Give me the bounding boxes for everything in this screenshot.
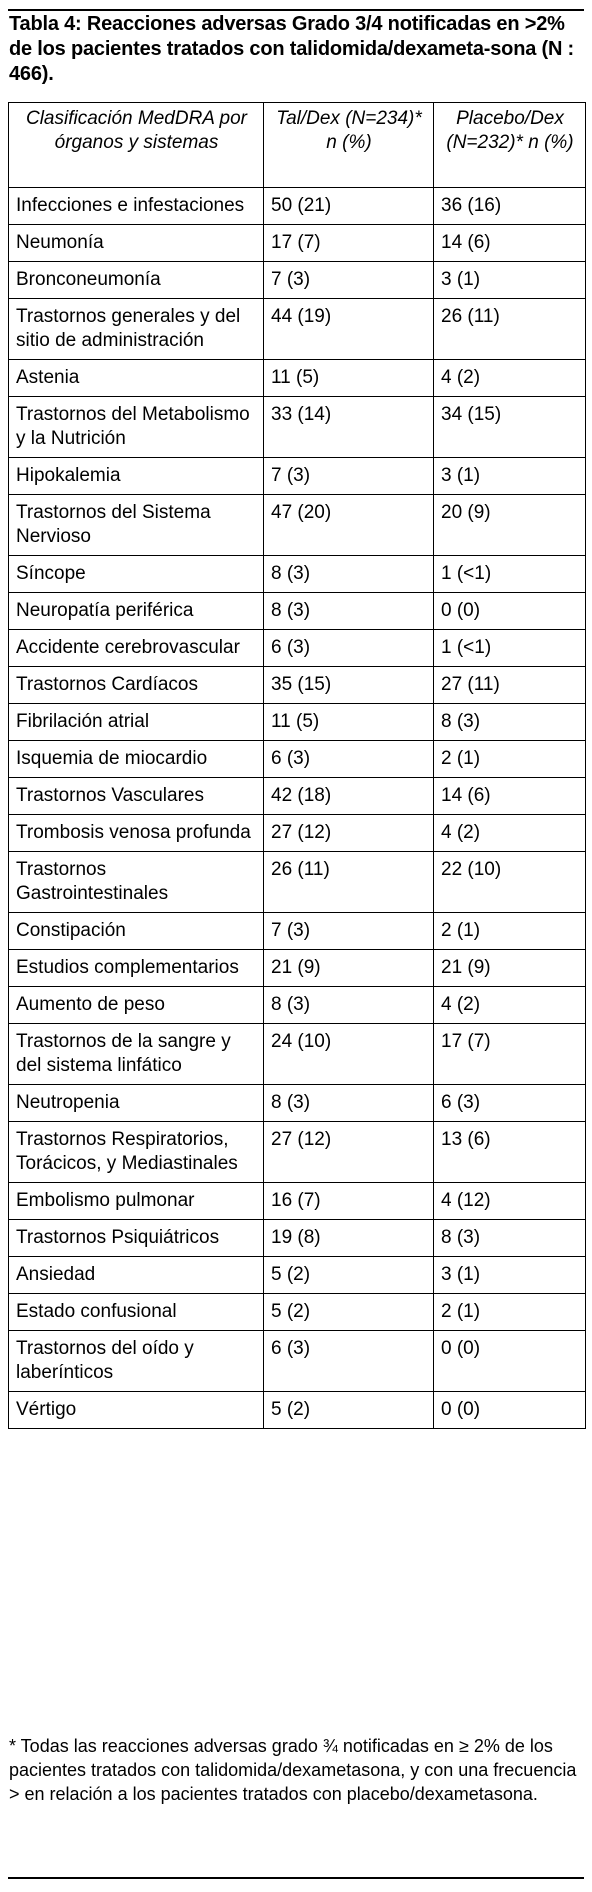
cell-term: Estado confusional (9, 1294, 264, 1331)
cell-term: Neuropatía periférica (9, 593, 264, 630)
cell-placebo-dex: 22 (10) (434, 852, 586, 913)
table-row (9, 1183, 586, 1220)
cell-term: Astenia (9, 360, 264, 397)
cell-term: Aumento de peso (9, 987, 264, 1024)
cell-placebo-dex: 2 (1) (434, 913, 586, 950)
cell-term: Bronconeumonía (9, 262, 264, 299)
cell-placebo-dex: 3 (1) (434, 262, 586, 299)
cell-tal-dex: 27 (12) (264, 1122, 434, 1183)
cell-tal-dex: 47 (20) (264, 495, 434, 556)
cell-term: Vértigo (9, 1392, 264, 1429)
cell-placebo-dex: 3 (1) (434, 1257, 586, 1294)
cell-tal-dex: 11 (5) (264, 704, 434, 741)
cell-tal-dex: 7 (3) (264, 458, 434, 495)
table-row (9, 188, 586, 225)
cell-tal-dex: 27 (12) (264, 815, 434, 852)
cell-tal-dex: 19 (8) (264, 1220, 434, 1257)
cell-tal-dex: 7 (3) (264, 262, 434, 299)
table-row (9, 950, 586, 987)
cell-tal-dex: 6 (3) (264, 741, 434, 778)
header-tal-dex: Tal/Dex (N=234)* n (%) (264, 103, 434, 188)
cell-tal-dex: 35 (15) (264, 667, 434, 704)
cell-tal-dex: 42 (18) (264, 778, 434, 815)
table-row (9, 299, 586, 360)
cell-placebo-dex: 4 (2) (434, 815, 586, 852)
cell-tal-dex: 44 (19) (264, 299, 434, 360)
cell-term: Estudios complementarios (9, 950, 264, 987)
cell-term: Trastornos Psiquiátricos (9, 1220, 264, 1257)
cell-tal-dex: 7 (3) (264, 913, 434, 950)
cell-term: Síncope (9, 556, 264, 593)
top-rule (8, 9, 584, 11)
cell-placebo-dex: 13 (6) (434, 1122, 586, 1183)
cell-tal-dex: 8 (3) (264, 987, 434, 1024)
cell-term: Accidente cerebrovascular (9, 630, 264, 667)
table-row (9, 815, 586, 852)
cell-placebo-dex: 36 (16) (434, 188, 586, 225)
table-row (9, 704, 586, 741)
cell-tal-dex: 50 (21) (264, 188, 434, 225)
table-row (9, 556, 586, 593)
table-row (9, 593, 586, 630)
adverse-reactions-table (8, 102, 586, 1429)
cell-tal-dex: 8 (3) (264, 1085, 434, 1122)
table-row (9, 360, 586, 397)
table-title: Tabla 4: Reacciones adversas Grado 3/4 notificadas en >2% de los pacientes tratados con talidomida/dexameta-sona (N : 466). (9, 13, 575, 85)
cell-placebo-dex: 14 (6) (434, 225, 586, 262)
table-row (9, 778, 586, 815)
cell-placebo-dex: 4 (12) (434, 1183, 586, 1220)
cell-tal-dex: 33 (14) (264, 397, 434, 458)
bottom-rule (8, 1877, 584, 1879)
cell-term: Ansiedad (9, 1257, 264, 1294)
cell-term: Trastornos Vasculares (9, 778, 264, 815)
cell-term: Trastornos generales y del sitio de administración (9, 299, 264, 360)
table-row (9, 1220, 586, 1257)
cell-term: Trastornos del Sistema Nervioso (9, 495, 264, 556)
table-row (9, 630, 586, 667)
table-row (9, 262, 586, 299)
footnote: * Todas las reacciones adversas grado ¾ notificadas en ≥ 2% de los pacientes tratados con talidomida/dexametasona, y con una frecuencia > en relación a los pacientes tratados con placebo/dexametasona. (9, 1736, 577, 1804)
cell-tal-dex: 11 (5) (264, 360, 434, 397)
cell-term: Trastornos Cardíacos (9, 667, 264, 704)
cell-placebo-dex: 4 (2) (434, 360, 586, 397)
cell-term: Fibrilación atrial (9, 704, 264, 741)
cell-term: Neutropenia (9, 1085, 264, 1122)
table-row (9, 1392, 586, 1429)
cell-term: Trastornos de la sangre y del sistema linfático (9, 1024, 264, 1085)
table-row (9, 495, 586, 556)
cell-tal-dex: 6 (3) (264, 1331, 434, 1392)
cell-term: Trombosis venosa profunda (9, 815, 264, 852)
cell-term: Hipokalemia (9, 458, 264, 495)
cell-placebo-dex: 26 (11) (434, 299, 586, 360)
cell-tal-dex: 26 (11) (264, 852, 434, 913)
cell-placebo-dex: 14 (6) (434, 778, 586, 815)
table-body (9, 188, 586, 1429)
cell-placebo-dex: 1 (<1) (434, 556, 586, 593)
table-row (9, 1331, 586, 1392)
cell-placebo-dex: 17 (7) (434, 1024, 586, 1085)
table-row (9, 852, 586, 913)
table-row (9, 987, 586, 1024)
cell-placebo-dex: 21 (9) (434, 950, 586, 987)
cell-tal-dex: 17 (7) (264, 225, 434, 262)
table-row (9, 741, 586, 778)
cell-placebo-dex: 8 (3) (434, 704, 586, 741)
header-placebo-dex: Placebo/Dex (N=232)* n (%) (434, 103, 586, 188)
cell-placebo-dex: 4 (2) (434, 987, 586, 1024)
cell-placebo-dex: 0 (0) (434, 1331, 586, 1392)
cell-tal-dex: 5 (2) (264, 1257, 434, 1294)
cell-placebo-dex: 0 (0) (434, 1392, 586, 1429)
cell-tal-dex: 5 (2) (264, 1392, 434, 1429)
table-row (9, 458, 586, 495)
cell-placebo-dex: 3 (1) (434, 458, 586, 495)
cell-term: Constipación (9, 913, 264, 950)
cell-placebo-dex: 0 (0) (434, 593, 586, 630)
cell-tal-dex: 5 (2) (264, 1294, 434, 1331)
header-classification: Clasificación MedDRA por órganos y sistemas (9, 103, 264, 188)
cell-term: Neumonía (9, 225, 264, 262)
cell-tal-dex: 8 (3) (264, 556, 434, 593)
cell-placebo-dex: 1 (<1) (434, 630, 586, 667)
cell-term: Embolismo pulmonar (9, 1183, 264, 1220)
cell-term: Trastornos Gastrointestinales (9, 852, 264, 913)
cell-term: Trastornos Respiratorios, Torácicos, y Mediastinales (9, 1122, 264, 1183)
table-row (9, 1085, 586, 1122)
cell-term: Infecciones e infestaciones (9, 188, 264, 225)
table-row (9, 1024, 586, 1085)
cell-tal-dex: 16 (7) (264, 1183, 434, 1220)
cell-placebo-dex: 2 (1) (434, 741, 586, 778)
table-row (9, 1294, 586, 1331)
cell-placebo-dex: 27 (11) (434, 667, 586, 704)
table-row (9, 1257, 586, 1294)
cell-tal-dex: 21 (9) (264, 950, 434, 987)
table-row (9, 913, 586, 950)
cell-term: Isquemia de miocardio (9, 741, 264, 778)
cell-tal-dex: 6 (3) (264, 630, 434, 667)
cell-term: Trastornos del Metabolismo y la Nutrición (9, 397, 264, 458)
header-row (9, 103, 586, 188)
table-row (9, 1122, 586, 1183)
cell-placebo-dex: 20 (9) (434, 495, 586, 556)
cell-tal-dex: 24 (10) (264, 1024, 434, 1085)
cell-placebo-dex: 6 (3) (434, 1085, 586, 1122)
table-row (9, 667, 586, 704)
cell-tal-dex: 8 (3) (264, 593, 434, 630)
cell-placebo-dex: 34 (15) (434, 397, 586, 458)
cell-placebo-dex: 8 (3) (434, 1220, 586, 1257)
table-row (9, 397, 586, 458)
cell-term: Trastornos del oído y laberínticos (9, 1331, 264, 1392)
cell-placebo-dex: 2 (1) (434, 1294, 586, 1331)
table-row (9, 225, 586, 262)
